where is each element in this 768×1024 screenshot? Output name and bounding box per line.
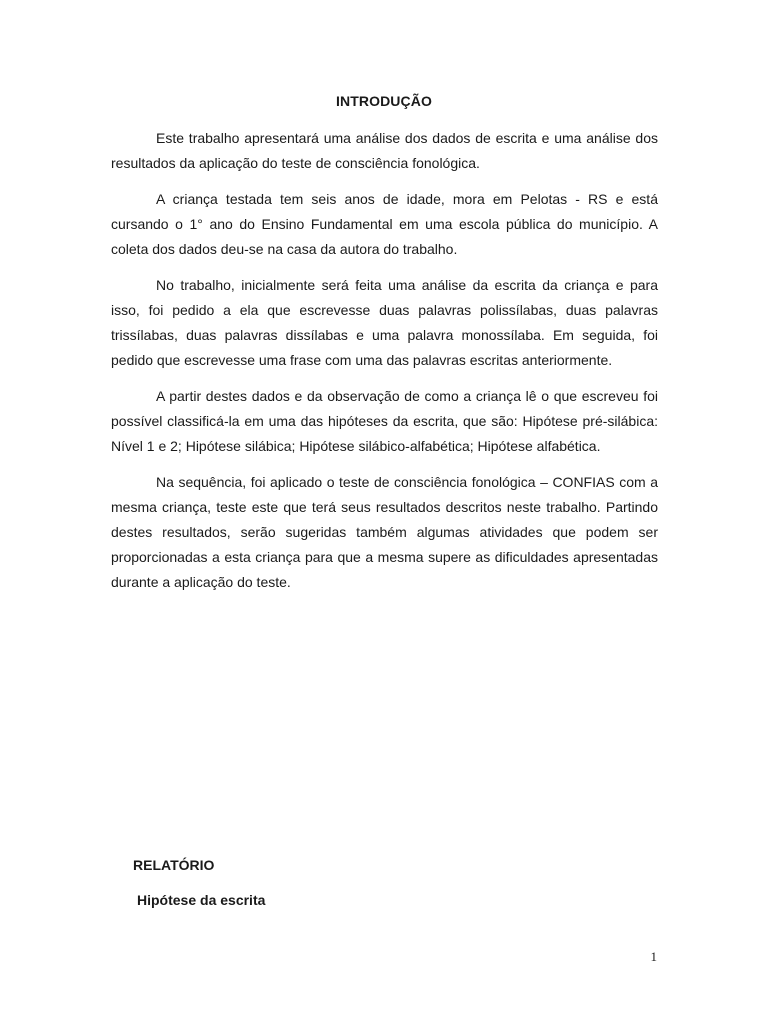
paragraph-1: Este trabalho apresentará uma análise dos dados de escrita e uma análise dos resultados da aplicação do teste de consciência fonológica. — [111, 130, 658, 171]
page-number: 1 — [650, 949, 657, 964]
section-heading: RELATÓRIO — [133, 857, 215, 873]
paragraph-3: No trabalho, inicialmente será feita uma análise da escrita da criança e para isso, foi pedido a ela que escrevesse duas palavras polissílabas, duas palavras trissílabas, duas palavras dissílabas e uma palavra monossílaba. Em seguida, foi pedido que escrevesse uma frase com uma das palavras escritas anteriormente. — [111, 277, 658, 368]
paragraph-4: A partir destes dados e da observação de como a criança lê o que escreveu foi possível classificá-la em uma das hipóteses da escrita, que são: Hipótese pré-silábica: Nível 1 e 2; Hipótese silábica; Hipótese silábico-alfabética; Hipótese alfabética. — [111, 388, 658, 454]
document-title: INTRODUÇÃO — [336, 93, 432, 109]
sub-heading-text: Hipótese da escrita — [137, 892, 266, 908]
paragraph-2: A criança testada tem seis anos de idade, mora em Pelotas - RS e está cursando o 1° ano do Ensino Fundamental em uma escola pública do município. A coleta dos dados deu-se na casa da autora do trabalho. — [111, 191, 658, 257]
paragraph-5: Na sequência, foi aplicado o teste de consciência fonológica – CONFIAS com a mesma criança, teste este que terá seus resultados descritos neste trabalho. Partindo destes resultados, serão sugeridas também algumas atividades que podem ser proporcionadas a esta criança para que a mesma supere as dificuldades apresentadas durante a aplicação do teste. — [111, 474, 658, 590]
body-text — [111, 126, 658, 606]
